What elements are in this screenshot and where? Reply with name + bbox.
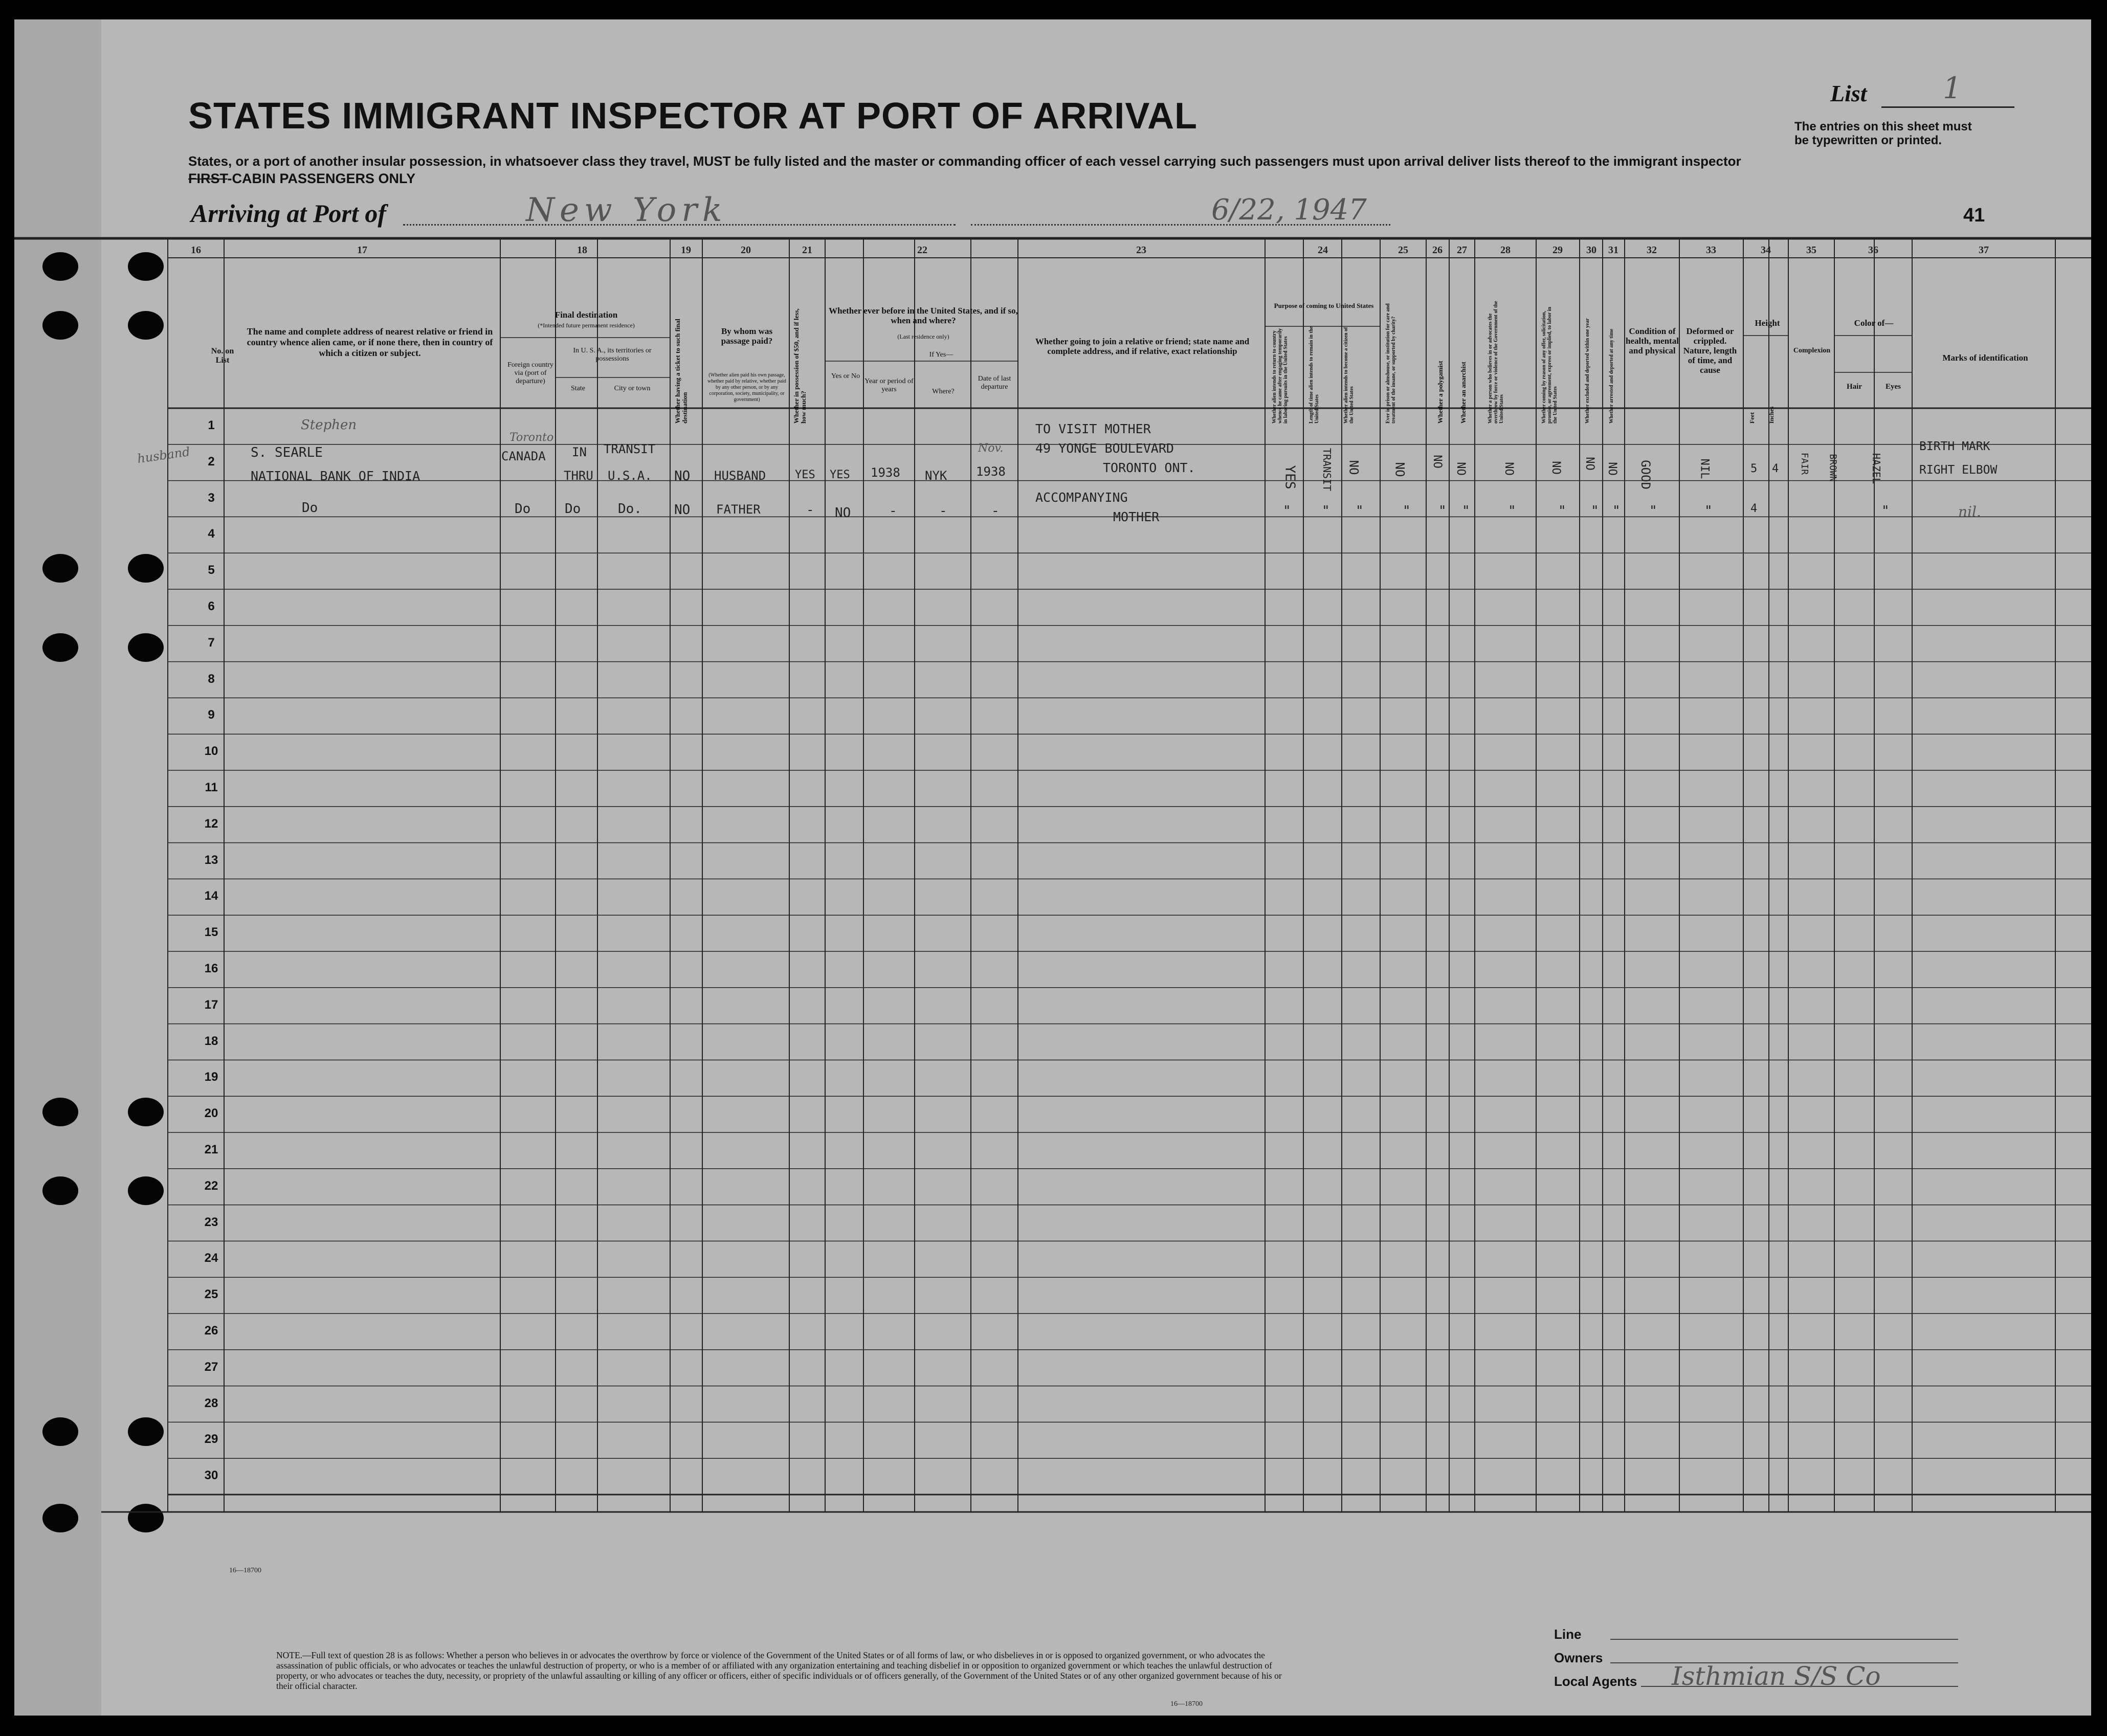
row1-last-departure: 1938 bbox=[976, 464, 1006, 479]
row2-where: - bbox=[939, 503, 947, 519]
row2-health: " bbox=[1649, 503, 1657, 519]
column-number: 30 bbox=[1586, 244, 1596, 256]
col19-heading: Whether having a ticket to such final destination bbox=[674, 319, 689, 424]
row2-before: NO bbox=[835, 505, 851, 521]
row-number: 19 bbox=[204, 1070, 218, 1084]
column-number: 35 bbox=[1806, 244, 1816, 256]
row1-anarchist: NO bbox=[1454, 462, 1467, 476]
row1-years: 1938 bbox=[871, 465, 900, 480]
row-number: 13 bbox=[204, 853, 218, 867]
col22-ifyes: If Yes— bbox=[929, 351, 953, 359]
row-number: 6 bbox=[208, 599, 215, 613]
column-number: 33 bbox=[1706, 244, 1716, 256]
row1-city-2: U.S.A. bbox=[608, 469, 652, 483]
row1-marks-2: RIGHT ELBOW bbox=[1919, 463, 1998, 477]
column-number: 32 bbox=[1647, 244, 1657, 256]
footnote: NOTE.—Full text of question 28 is as follows: Whether a person who believes in or advocates the overthrow by force or violence of the Government of the United States or of all forms of law, or who disbelieves in or is opposed to organized government, or who advocates the assassination of public officials, or who advocates or teaches the unlawful destruction of property, or who is a member of or affiliated with any organization entertaining and teaching disbelief in or opposition to organized government or which teaches the unlawful destruction of property, or who advocates or teaches the duty, necessity, or propriety of the unlawful assaulting or killing of any officer or officers, either of specific individuals or of officers generally, of the Government of the United States or of any other organized government because of his or their official character. bbox=[276, 1650, 1282, 1691]
col18-state: State bbox=[571, 385, 585, 392]
row2-paid-by: FATHER bbox=[716, 502, 761, 517]
col34-feet: Feet bbox=[1748, 412, 1756, 424]
instruction-text: States, or a port of another insular possession, in whatsoever class they travel, MUST be fully listed and the master or commanding officer of each vessel carrying such passengers must upon arrival deliver lists thereof to the immigrant inspector bbox=[188, 153, 1741, 169]
col20-heading: By whom was passage paid? bbox=[721, 326, 773, 346]
row1-prison: NO bbox=[1392, 462, 1407, 477]
row1-money: YES bbox=[795, 469, 815, 481]
column-number: 18 bbox=[577, 244, 587, 256]
row2-prison: " bbox=[1403, 503, 1411, 519]
row2-via: Do bbox=[515, 501, 531, 517]
col24-length: Length of time alien intends to remain in the United States bbox=[1308, 326, 1320, 424]
row1-polygamist: NO bbox=[1430, 455, 1444, 469]
col18-foreign: Foreign country via (port of departure) bbox=[507, 361, 553, 385]
row1-eyes: HAZEL bbox=[1870, 453, 1883, 484]
col20-sub: (Whether alien paid his own passage, whether paid by relative, whether paid by any other person, or by any corporation, society, municipality, or government) bbox=[707, 372, 786, 403]
row-number: 15 bbox=[204, 925, 218, 940]
row2-excluded: " bbox=[1591, 503, 1599, 519]
col32-heading: Condition of health, mental and physical bbox=[1626, 326, 1679, 355]
row2-arrested: " bbox=[1612, 503, 1621, 519]
row1-city: TRANSIT bbox=[604, 442, 656, 456]
row2-length: " bbox=[1322, 503, 1330, 519]
line-underline bbox=[1610, 1639, 1958, 1640]
row1-margin-note: husband bbox=[136, 444, 191, 466]
row2-relative: Do bbox=[302, 500, 318, 516]
row1-join-2: 49 YONGE BOULEVARD bbox=[1035, 441, 1174, 456]
row1-inches: 4 bbox=[1772, 462, 1779, 475]
col34-heading: Height bbox=[1755, 318, 1780, 328]
row2-eyes: " bbox=[1881, 503, 1890, 519]
row-number: 11 bbox=[205, 781, 218, 794]
col31-heading: Whether arrested and deported at any time bbox=[1609, 328, 1614, 424]
col28-heading: Whether a person who believes in or advocates the overthrow by force or violence of the Government of the United States bbox=[1488, 301, 1504, 424]
col24-heading: Purpose of coming to United States bbox=[1274, 302, 1374, 309]
row1-where: NYK bbox=[925, 469, 947, 483]
row2-labor: " bbox=[1558, 503, 1566, 519]
row-number: 4 bbox=[208, 527, 215, 541]
row-number: 9 bbox=[208, 708, 215, 722]
row1-relative-address: NATIONAL BANK OF INDIA bbox=[251, 469, 420, 483]
sheet-note-line-1: The entries on this sheet must bbox=[1794, 120, 1972, 133]
col22-yesno: Yes or No bbox=[831, 372, 860, 380]
row-number: 12 bbox=[204, 816, 218, 831]
row2-ticket: NO bbox=[674, 502, 691, 518]
row1-deformed: NIL bbox=[1698, 458, 1711, 479]
col34-inches: Inches bbox=[1768, 406, 1775, 424]
col24-citizen: Whether alien intends to become a citizen of the United States bbox=[1343, 327, 1355, 424]
row2-state: Do bbox=[565, 501, 581, 517]
row1-length: TRANSIT bbox=[1321, 448, 1334, 492]
manifest-sheet bbox=[14, 19, 2091, 1716]
row1-health: GOOD bbox=[1638, 460, 1653, 489]
cabin-struck-text: FIRST bbox=[188, 171, 228, 186]
row2-return: " bbox=[1283, 503, 1291, 519]
row1-join: TO VISIT MOTHER bbox=[1035, 421, 1151, 436]
agents-value: Isthmian S/S Co bbox=[1672, 1661, 1881, 1691]
row1-overthrow: NO bbox=[1502, 462, 1515, 476]
row2-join: ACCOMPANYING bbox=[1035, 490, 1128, 505]
col29-heading: Whether coming by reason of any offer, solicitation, promise, or agreement, express or implied, to labor in the United States bbox=[1541, 306, 1558, 424]
row1-state-2: THRU bbox=[564, 469, 593, 483]
row1-paid-by: HUSBAND bbox=[714, 469, 766, 483]
column-number: 21 bbox=[802, 244, 812, 256]
row2-citizen: " bbox=[1356, 503, 1364, 519]
row1-citizen: NO bbox=[1346, 460, 1361, 475]
row-number: 17 bbox=[204, 997, 218, 1012]
row2-feet: 4 bbox=[1750, 502, 1758, 515]
column-number: 34 bbox=[1761, 244, 1771, 256]
row-number: 2 bbox=[208, 454, 215, 469]
col35-heading: Complexion bbox=[1793, 347, 1831, 354]
row1-labor: NO bbox=[1549, 461, 1562, 475]
row1-name-note: Stephen bbox=[301, 417, 357, 433]
col18-sub: (*Intended future permanent residence) bbox=[538, 322, 635, 329]
row1-before: YES bbox=[830, 469, 850, 481]
column-number: 29 bbox=[1552, 244, 1563, 256]
column-number: 24 bbox=[1318, 244, 1328, 256]
col22-heading: Whether ever before in the United States, and if so, when and where? bbox=[829, 306, 1018, 325]
sheet-note-line-2: be typewritten or printed. bbox=[1794, 133, 1942, 147]
row1-arrested: NO bbox=[1605, 462, 1618, 476]
row2-deformed: " bbox=[1704, 503, 1713, 519]
page-number: 41 bbox=[1963, 205, 1985, 226]
manifest-grid bbox=[14, 19, 2091, 1716]
column-number: 25 bbox=[1398, 244, 1408, 256]
row1-relative: S. SEARLE bbox=[251, 445, 323, 460]
col22-where: Where? bbox=[932, 388, 955, 395]
row1-complexion: FAIR bbox=[1799, 452, 1810, 475]
col22-sub: (Last residence only) bbox=[897, 333, 949, 340]
row2-money: - bbox=[806, 502, 814, 518]
row1-lastdep-note: Nov. bbox=[978, 442, 1004, 455]
row-number: 26 bbox=[204, 1324, 218, 1338]
col18-heading: Final destination bbox=[555, 310, 618, 320]
col27-heading: Whether an anarchist bbox=[1459, 362, 1467, 424]
row-number: 1 bbox=[208, 418, 215, 432]
col21-heading: Whether in possession of $50, and if less, how much? bbox=[792, 308, 807, 424]
page-title: STATES IMMIGRANT INSPECTOR AT PORT OF ARRIVAL bbox=[188, 96, 1197, 137]
col36-eyes: Eyes bbox=[1886, 383, 1901, 391]
column-number: 20 bbox=[741, 244, 751, 256]
col25-heading: Ever in prison or almshouse, or institution for care and treatment of the insane, or supported by charity? bbox=[1385, 303, 1396, 424]
col22-lastdep: Date of last departure bbox=[978, 375, 1011, 391]
row-number: 23 bbox=[204, 1215, 218, 1229]
col17-heading: The name and complete address of nearest relative or friend in country whence alien came, or if none there, then in country of which a citizen or subject. bbox=[247, 326, 493, 358]
row-number: 3 bbox=[208, 491, 215, 505]
col18-city: City or town bbox=[614, 385, 651, 392]
col24-return: Whether alien intends to return to country whence he came after engaging temporarily in laboring pursuits in the United States bbox=[1272, 328, 1289, 424]
list-label: List bbox=[1830, 80, 1867, 106]
form-number-2: 16—18700 bbox=[1170, 1700, 1203, 1708]
row-number: 16 bbox=[204, 962, 218, 975]
row-number: 5 bbox=[208, 563, 215, 577]
column-number: 27 bbox=[1457, 244, 1467, 256]
arriving-label: Arriving at Port of bbox=[191, 199, 386, 228]
list-value: 1 bbox=[1943, 71, 1962, 105]
row-number: 24 bbox=[204, 1251, 218, 1265]
row-number: 21 bbox=[204, 1143, 218, 1156]
row-number: 20 bbox=[204, 1106, 218, 1121]
col30-heading: Whether excluded and deported within one year bbox=[1585, 318, 1590, 424]
column-number: 22 bbox=[917, 244, 927, 256]
row-number: 29 bbox=[204, 1432, 218, 1446]
row1-hair: BROWN bbox=[1827, 454, 1838, 482]
row-number: 27 bbox=[204, 1360, 218, 1374]
column-number: 37 bbox=[1979, 244, 1989, 256]
port-value: New York bbox=[526, 191, 727, 229]
date-value: 6/22, 1947 bbox=[1211, 193, 1367, 227]
row1-join-3: TORONTO ONT. bbox=[1103, 460, 1195, 475]
agents-label: Local Agents bbox=[1554, 1674, 1637, 1689]
col37-heading: Marks of identification bbox=[1942, 353, 2028, 363]
row-number: 25 bbox=[204, 1287, 218, 1302]
col23-heading: Whether going to join a relative or friend; state name and complete address, and if relative, exact relationship bbox=[1035, 337, 1250, 356]
row1-feet: 5 bbox=[1750, 462, 1758, 475]
row2-join-2: MOTHER bbox=[1113, 509, 1160, 524]
column-number: 19 bbox=[681, 244, 691, 256]
row-number: 8 bbox=[208, 672, 215, 686]
col36-heading: Color of— bbox=[1854, 318, 1894, 328]
col22-years: Year or period of years bbox=[864, 377, 914, 393]
column-number: 16 bbox=[191, 244, 201, 256]
row-number: 30 bbox=[204, 1468, 218, 1483]
column-number: 36 bbox=[1868, 244, 1878, 256]
col26-heading: Whether a polygamist bbox=[1436, 361, 1444, 424]
row2-years: - bbox=[889, 503, 897, 519]
column-number: 31 bbox=[1608, 244, 1618, 256]
row-number: 22 bbox=[204, 1178, 218, 1193]
column-number: 17 bbox=[357, 244, 367, 256]
row1-marks: BIRTH MARK bbox=[1919, 440, 1990, 453]
cabin-rest-text: -CABIN PASSENGERS ONLY bbox=[227, 171, 416, 186]
row1-excluded: NO bbox=[1583, 457, 1596, 471]
column-number: 23 bbox=[1136, 244, 1146, 256]
col36-hair: Hair bbox=[1847, 383, 1862, 391]
column-number: 26 bbox=[1432, 244, 1443, 256]
row1-state: IN bbox=[572, 445, 587, 459]
owners-label: Owners bbox=[1554, 1650, 1603, 1665]
row-number: 14 bbox=[204, 889, 218, 903]
col18-usa: In U. S. A., its territories or possessions bbox=[573, 347, 652, 363]
row-number: 10 bbox=[204, 744, 218, 759]
line-label: Line bbox=[1554, 1627, 1582, 1642]
row1-return: YES bbox=[1282, 465, 1298, 489]
row-number: 28 bbox=[204, 1396, 218, 1410]
row-number: 18 bbox=[204, 1034, 218, 1048]
row2-anarchist: " bbox=[1462, 503, 1470, 519]
row-number: 7 bbox=[208, 635, 215, 650]
column-number: 28 bbox=[1500, 244, 1511, 256]
row1-via: CANADA bbox=[501, 449, 546, 463]
row1-ticket: NO bbox=[674, 469, 691, 484]
form-number: 16—18700 bbox=[229, 1567, 261, 1574]
row2-city: Do. bbox=[618, 501, 642, 517]
row2-last-departure: - bbox=[991, 503, 1000, 519]
row1-via-note: Toronto bbox=[509, 431, 554, 444]
col33-heading: Deformed or crippled. Nature, length of time, and cause bbox=[1683, 326, 1737, 375]
row2-marks: nil. bbox=[1958, 503, 1981, 520]
row2-polygamist: " bbox=[1438, 503, 1447, 519]
col16-heading: No. on List bbox=[211, 347, 234, 365]
row2-overthrow: " bbox=[1508, 503, 1516, 519]
